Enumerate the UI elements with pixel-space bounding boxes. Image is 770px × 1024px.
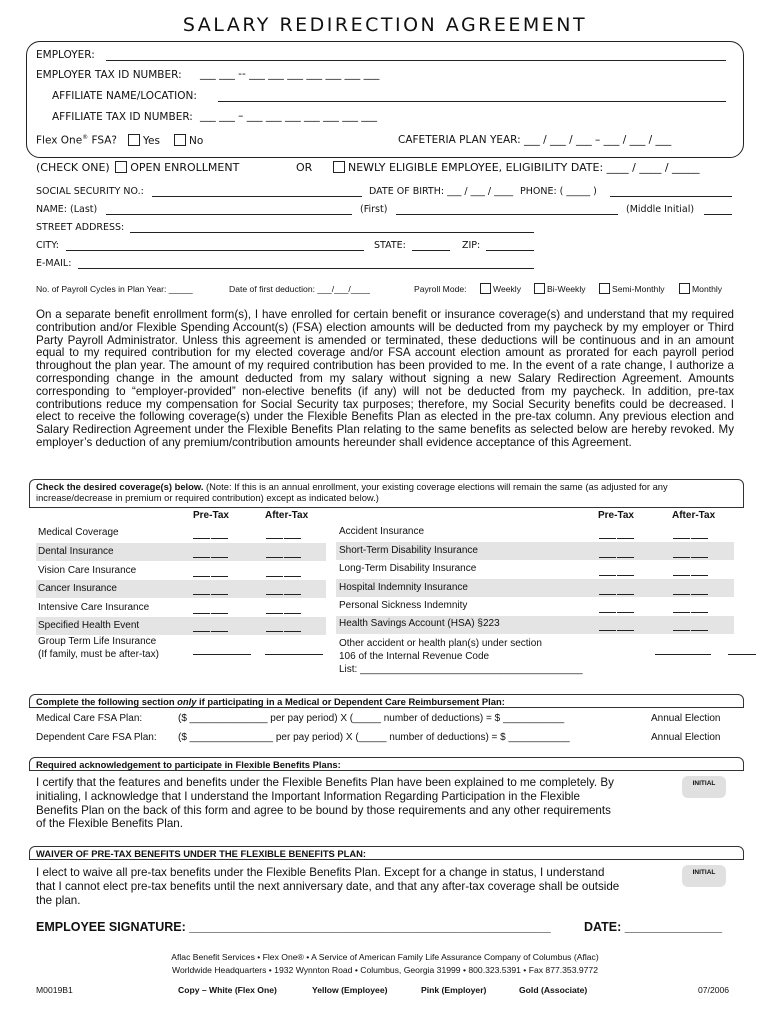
dob-field[interactable]: DATE OF BIRTH: ___ / ___ / ____ <box>369 186 514 197</box>
aftertax-header-left: After-Tax <box>265 510 309 521</box>
page-title: SALARY REDIRECTION AGREEMENT <box>182 14 588 36</box>
middle-initial-field[interactable] <box>704 214 732 215</box>
coverage-left-label: Vision Care Insurance <box>38 565 137 576</box>
first-name-field[interactable] <box>396 214 618 215</box>
check-one-row <box>36 161 239 174</box>
middle-initial-label: (Middle Initial) <box>626 204 695 215</box>
fsa-no-checkbox[interactable] <box>174 134 186 146</box>
coverage-right-aftertax-field-b[interactable] <box>691 612 708 613</box>
coverage-right-aftertax-field-a[interactable] <box>673 630 690 631</box>
coverage-right-label: Long-Term Disability Insurance <box>339 563 477 574</box>
ack-section-header: Required acknowledgement to participate in Flexible Benefits Plans: <box>29 757 744 771</box>
fsa-no-option[interactable] <box>174 134 203 147</box>
pretax-header-right: Pre-Tax <box>598 510 634 521</box>
other-plan-aftertax-field[interactable] <box>728 654 756 655</box>
coverage-left-pretax-field-a[interactable] <box>193 576 210 577</box>
employer-field[interactable] <box>106 60 726 61</box>
coverage-right-aftertax-field-b[interactable] <box>691 538 708 539</box>
coverage-right-aftertax-field-a[interactable] <box>673 575 690 576</box>
ack-line: Benefits Plan on the back of this form and agree to be bound by those requirements and any other requirements <box>36 803 611 817</box>
coverage-right-pretax-field-b[interactable] <box>617 575 634 576</box>
aftertax-header-right: After-Tax <box>672 510 716 521</box>
coverage-left-pretax-field-b[interactable] <box>211 631 228 632</box>
affiliate-name-field[interactable] <box>218 101 726 102</box>
coverage-left-aftertax-field-b[interactable] <box>284 613 301 614</box>
first-name-label: (First) <box>360 204 388 215</box>
biweekly-checkbox[interactable] <box>534 283 545 294</box>
zip-label: ZIP: <box>462 240 481 251</box>
dependent-fsa-amount[interactable]: ($ _______________ per pay period) X (_____ number of deductions) = $ ___________ <box>178 732 570 743</box>
ack-line: I certify that the features and benefits under the Flexible Benefits Plan have been explained to me completely. By <box>36 776 614 789</box>
city-label: CITY: <box>36 240 59 251</box>
state-label: STATE: <box>374 240 406 251</box>
coverage-left-pretax-field-a[interactable] <box>193 538 210 539</box>
coverage-left-pretax-field-b[interactable] <box>211 576 228 577</box>
or-label: OR <box>296 161 313 174</box>
coverage-right-pretax-field-a[interactable] <box>599 575 616 576</box>
affiliate-name-label: AFFILIATE NAME/LOCATION: <box>52 90 197 102</box>
coverage-left-aftertax-field-b[interactable] <box>284 557 301 558</box>
waiver-line: I elect to waive all pre-tax benefits under the Flexible Benefits Plan. Except for a change in status, I understand <box>36 866 605 879</box>
first-deduction-date[interactable]: Date of first deduction: ___/___/____ <box>229 284 370 294</box>
coverage-right-aftertax-field-b[interactable] <box>691 557 708 558</box>
coverage-right-aftertax-field-b[interactable] <box>691 575 708 576</box>
payroll-biweekly-option[interactable] <box>534 283 586 294</box>
weekly-checkbox[interactable] <box>480 283 491 294</box>
coverage-left-label: Specified Health Event <box>38 620 140 631</box>
footer-line-1: Aflac Benefit Services • Flex One® • A Service of American Family Life Assurance Company of Columbus (Aflac) <box>171 952 599 962</box>
coverage-right-label: Short-Term Disability Insurance <box>339 545 478 556</box>
group-term-pretax-field[interactable] <box>193 654 251 655</box>
coverage-left-pretax-field-b[interactable] <box>211 538 228 539</box>
fsa-section-header <box>29 694 744 708</box>
weekly-label: Weekly <box>493 284 522 294</box>
employer-tax-id-field[interactable]: ___ ___ -- ___ ___ ___ ___ ___ ___ ___ <box>200 68 380 80</box>
monthly-label: Monthly <box>692 284 723 294</box>
group-term-life-note: (If family, must be after-tax) <box>38 649 159 660</box>
coverage-left-pretax-field-a[interactable] <box>193 557 210 558</box>
coverage-right-aftertax-field-a[interactable] <box>673 557 690 558</box>
employee-signature-field[interactable]: EMPLOYEE SIGNATURE: ____________________________________________________ <box>36 920 551 934</box>
pretax-header-left: Pre-Tax <box>193 510 229 521</box>
registered-mark: ® <box>82 134 89 141</box>
medical-fsa-amount[interactable]: ($ ______________ per pay period) X (_____ number of deductions) = $ ___________ <box>178 713 565 724</box>
copy-gold: Gold (Associate) <box>519 985 588 995</box>
coverage-right-pretax-field-b[interactable] <box>617 538 634 539</box>
coverage-left-pretax-field-a[interactable] <box>193 613 210 614</box>
coverage-left-aftertax-field-b[interactable] <box>284 594 301 595</box>
group-term-life-label: Group Term Life Insurance <box>38 636 157 647</box>
coverage-left-aftertax-field-b[interactable] <box>284 538 301 539</box>
medical-fsa-annual-label: Annual Election <box>651 713 721 724</box>
coverage-left-pretax-field-b[interactable] <box>211 594 228 595</box>
coverage-right-aftertax-field-a[interactable] <box>673 594 690 595</box>
agreement-paragraph: On a separate benefit enrollment form(s), I have enrolled for certain benefit or insurance coverage(s) and understand that my required contribution and/or Flexible Spending Account(s) (FSA) election amounts will be deducted from my paycheck by my employer or Third Party Payroll Administrator. Unless this agreement is amended or terminated, these deductions will be continuous and in an amount equal to my required contribution for my elected coverage and/or FSA account election amount as prorated for each payroll period throughout the plan year. The amount of my required contribution has been provided to me. In the event of a rate change, I authorize a corresponding change in the amount deducted from my salary without signing a new Salary Redirection Agreement. Amounts corresponding to “employer-provided” non-elective benefits (if any) will not be deducted from my paycheck. In addition, pre-tax contributions reduce my compensation for Social Security tax purposes; therefore, my Social Security benefits could be decreased. I elect to receive the following coverage(s) under the Flexible Benefits Plan as elected in the pre-tax column. Any previous election and Salary Redirection Agreement under the Flexible Benefits Plan relating to the same benefits as selected below are hereby revoked. My employer’s deduction of any premium/contribution amounts hereunder shall evidence acceptance of this Agreement. <box>36 308 734 449</box>
employer-tax-id-label: EMPLOYER TAX ID NUMBER: <box>36 69 182 81</box>
coverage-right-pretax-field-b[interactable] <box>617 612 634 613</box>
coverage-right-pretax-field-a[interactable] <box>599 538 616 539</box>
coverage-right-label: Personal Sickness Indemnity <box>339 600 468 611</box>
semimonthly-label: Semi-Monthly <box>612 284 665 294</box>
coverage-right-pretax-field-b[interactable] <box>617 557 634 558</box>
employer-label: EMPLOYER: <box>36 49 95 61</box>
waiver-line: that I cannot elect pre-tax benefits until the next anniversary date, and that any after-tax coverage shall be outside <box>36 879 620 893</box>
ack-initial-box[interactable]: INITIAL <box>682 776 726 798</box>
fsa-yes-checkbox[interactable] <box>128 134 140 146</box>
dependent-fsa-label: Dependent Care FSA Plan: <box>36 732 157 743</box>
biweekly-label: Bi-Weekly <box>547 284 586 294</box>
coverage-section-header <box>29 479 744 508</box>
state-field[interactable] <box>412 250 450 251</box>
fsa-header-post: if participating in a Medical or Dependent Care Reimbursement Plan: <box>196 696 505 707</box>
coverage-left-aftertax-field-b[interactable] <box>284 631 301 632</box>
coverage-left-aftertax-field-a[interactable] <box>266 576 283 577</box>
coverage-right-aftertax-field-a[interactable] <box>673 612 690 613</box>
ack-line: of the Flexible Benefits Plan. <box>36 817 183 831</box>
dependent-fsa-annual-label: Annual Election <box>651 732 721 743</box>
email-field[interactable] <box>78 268 534 269</box>
payroll-cycles[interactable]: No. of Payroll Cycles in Plan Year: _____ <box>36 284 193 294</box>
ssn-label: SOCIAL SECURITY NO.: <box>36 186 144 197</box>
newly-eligible-row <box>333 161 700 174</box>
coverage-left-label: Medical Coverage <box>38 527 119 538</box>
form-date: 07/2006 <box>698 985 730 995</box>
coverage-right-pretax-field-b[interactable] <box>617 594 634 595</box>
flex-one-label: Flex One <box>36 134 83 147</box>
copy-yellow: Yellow (Employee) <box>312 985 388 995</box>
check-one-label: (CHECK ONE) <box>36 161 110 174</box>
coverage-right-aftertax-field-a[interactable] <box>673 538 690 539</box>
zip-field[interactable] <box>486 250 534 251</box>
ack-line: initialing, I acknowledge that I understand the Important Information Regarding Participation in the Flexible <box>36 789 580 803</box>
medical-fsa-label: Medical Care FSA Plan: <box>36 713 143 724</box>
phone-label: PHONE: ( _____ ) <box>520 186 597 197</box>
payroll-mode-label: Payroll Mode: <box>414 284 467 294</box>
coverage-left-aftertax-field-a[interactable] <box>266 613 283 614</box>
coverage-right-aftertax-field-b[interactable] <box>691 594 708 595</box>
fsa-label: FSA? <box>91 134 117 147</box>
payroll-semimonthly-option[interactable] <box>599 283 665 294</box>
monthly-checkbox[interactable] <box>679 283 690 294</box>
newly-eligible-checkbox[interactable] <box>333 161 345 173</box>
ack-text <box>36 776 614 831</box>
affiliate-tax-id-field[interactable]: ___ ___ – ___ ___ ___ ___ ___ ___ ___ <box>200 110 378 122</box>
street-field[interactable] <box>130 232 534 233</box>
coverage-right-pretax-field-a[interactable] <box>599 557 616 558</box>
coverage-right-label: Health Savings Account (HSA) §223 <box>339 618 500 629</box>
coverage-right-label: Hospital Indemnity Insurance <box>339 582 468 593</box>
fsa-no-label: No <box>189 135 204 147</box>
coverage-right-aftertax-field-b[interactable] <box>691 630 708 631</box>
coverage-left-label: Intensive Care Insurance <box>38 602 150 613</box>
coverage-left-pretax-field-b[interactable] <box>211 557 228 558</box>
fsa-yes-label: Yes <box>143 135 160 147</box>
flex-one-fsa-question <box>36 134 117 147</box>
coverage-left-aftertax-field-b[interactable] <box>284 576 301 577</box>
other-plan-pretax-field[interactable] <box>655 654 711 655</box>
coverage-right-pretax-field-a[interactable] <box>599 594 616 595</box>
fsa-yes-option[interactable] <box>128 134 160 147</box>
city-field[interactable] <box>66 250 364 251</box>
coverage-header-bold: Check the desired coverage(s) below. <box>36 481 204 492</box>
open-enrollment-label: OPEN ENROLLMENT <box>130 161 240 174</box>
copy-pink: Pink (Employer) <box>421 985 487 995</box>
coverage-left-pretax-field-a[interactable] <box>193 631 210 632</box>
coverage-left-label: Dental Insurance <box>38 546 114 557</box>
signature-date-field[interactable]: DATE: ______________ <box>584 920 723 934</box>
affiliate-tax-id-label: AFFILIATE TAX ID NUMBER: <box>52 111 193 123</box>
cafeteria-plan-year[interactable]: CAFETERIA PLAN YEAR: ___ / ___ / ___ – ___ / ___ / ___ <box>398 134 672 146</box>
coverage-left-label: Cancer Insurance <box>38 583 117 594</box>
newly-eligible-label: NEWLY ELIGIBLE EMPLOYEE, <box>348 161 503 174</box>
street-label: STREET ADDRESS: <box>36 222 125 233</box>
open-enrollment-checkbox[interactable] <box>115 161 127 173</box>
phone-field[interactable] <box>610 196 732 197</box>
last-name-field[interactable] <box>106 214 352 215</box>
coverage-right-pretax-field-a[interactable] <box>599 630 616 631</box>
payroll-weekly-option[interactable] <box>480 283 521 294</box>
coverage-header-note: (Note: If this is an annual enrollment, your existing coverage elections will remain the same (as adjusted for any increase/decrease in premium or required contribution) except as indicated below.) <box>36 481 668 503</box>
coverage-left-pretax-field-b[interactable] <box>211 613 228 614</box>
other-plan-label-2: 106 of the Internal Revenue Code <box>339 651 490 662</box>
waiver-initial-box[interactable]: INITIAL <box>682 865 726 887</box>
coverage-left-aftertax-field-a[interactable] <box>266 538 283 539</box>
waiver-section-header: WAIVER OF PRE-TAX BENEFITS UNDER THE FLEXIBLE BENEFITS PLAN: <box>29 846 744 860</box>
copy-white: Copy – White (Flex One) <box>178 985 277 995</box>
other-plan-list[interactable]: List: ________________________________________ <box>339 664 583 675</box>
coverage-left-aftertax-field-a[interactable] <box>266 557 283 558</box>
ssn-field[interactable] <box>152 196 362 197</box>
email-label: E-MAIL: <box>36 258 72 269</box>
fsa-header-pre: Complete the following section <box>36 696 178 707</box>
payroll-monthly-option[interactable] <box>679 283 722 294</box>
eligibility-date[interactable]: ELIGIBILITY DATE: ____ / ____ / _____ <box>505 161 700 174</box>
coverage-right-pretax-field-b[interactable] <box>617 630 634 631</box>
other-plan-label-1: Other accident or health plan(s) under section <box>339 638 542 649</box>
last-name-label: NAME: (Last) <box>36 204 98 215</box>
coverage-left-aftertax-field-a[interactable] <box>266 631 283 632</box>
waiver-text <box>36 866 619 907</box>
form-number: M0019B1 <box>36 985 73 995</box>
waiver-line: the plan. <box>36 893 81 907</box>
coverage-left-pretax-field-a[interactable] <box>193 594 210 595</box>
footer-line-2: Worldwide Headquarters • 1932 Wynnton Road • Columbus, Georgia 31999 • 800.323.5391 • Fax 877.353.9772 <box>171 965 598 975</box>
semimonthly-checkbox[interactable] <box>599 283 610 294</box>
coverage-right-label: Accident Insurance <box>339 526 425 537</box>
coverage-right-pretax-field-a[interactable] <box>599 612 616 613</box>
fsa-header-only: only <box>177 696 197 707</box>
coverage-left-aftertax-field-a[interactable] <box>266 594 283 595</box>
group-term-aftertax-field[interactable] <box>265 654 323 655</box>
